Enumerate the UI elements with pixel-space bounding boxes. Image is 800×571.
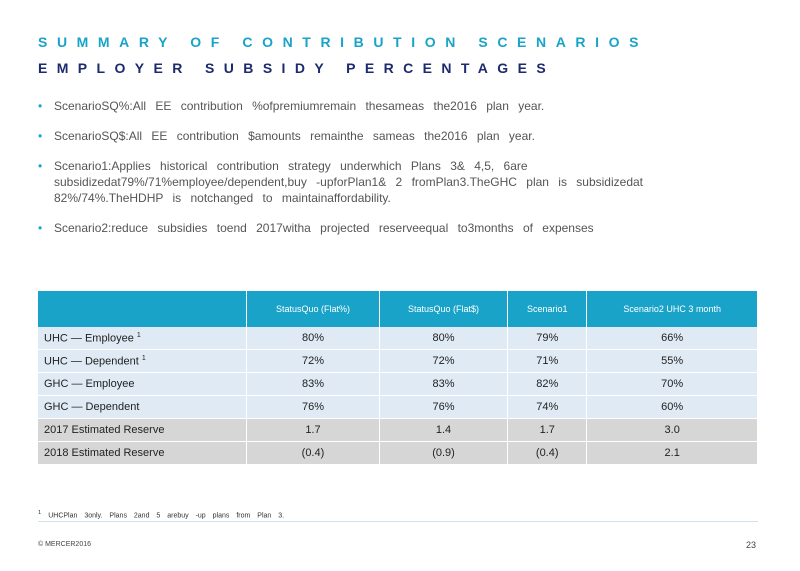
table-row — [38, 327, 758, 350]
page-number: 23 — [745, 540, 756, 550]
bullet-icon: • — [38, 99, 43, 113]
table-cell: 79% — [508, 327, 587, 350]
row-label: UHC — Dependent $^1$ — [38, 350, 247, 373]
table-row — [38, 373, 758, 396]
table-cell: 2.1 — [587, 442, 758, 465]
table-cell: 1.4 — [379, 419, 507, 442]
column-header: StatusQuo (Flat%) — [247, 291, 380, 327]
table-row — [38, 350, 758, 373]
column-header — [38, 291, 247, 327]
row-label: UHC — Employee $^1$ — [38, 327, 247, 350]
bullet-item: • Scenario2:reduce subsidies toend 2017witha projected reserveequal to3months of expenses — [38, 221, 594, 235]
table-cell: 1.7 — [508, 419, 587, 442]
table-cell: 83% — [247, 373, 380, 396]
column-header: StatusQuo (Flat$) — [379, 291, 507, 327]
table-cell: 74% — [508, 396, 587, 419]
table-cell: 80% — [247, 327, 380, 350]
row-label: GHC — Dependent — [38, 396, 247, 419]
column-header: Scenario2 UHC 3 month — [587, 291, 758, 327]
bullet-icon: • — [38, 159, 43, 173]
bullet-icon: • — [38, 129, 43, 143]
table-cell: 3.0 — [587, 419, 758, 442]
row-label: 2018 Estimated Reserve — [38, 442, 247, 465]
bullet-item: • ScenarioSQ$:All EE contribution $amounts remainthe sameas the2016 plan year. — [38, 129, 535, 143]
table-cell: 80% — [379, 327, 507, 350]
table-cell: 72% — [247, 350, 380, 373]
subsidy-table — [38, 291, 758, 465]
bullet-icon: • — [38, 221, 43, 235]
footer-divider — [38, 521, 758, 522]
bullet-item: • Scenario1:Applies historical contribution strategy underwhich Plans 3& 4,5, 6are subsidizedat79%/71%employee/dependent,buy -upforPlan1& 2 fromPlan3.TheGHC plan is subsidizedat 82%/74%.TheHDHP is notchanged to maintainaffordability. — [38, 159, 644, 205]
bullet-item: • ScenarioSQ%:All EE contribution %ofpremiumremain thesameas the2016 plan year. — [38, 99, 545, 113]
column-header: Scenario1 — [508, 291, 587, 327]
row-label: 2017 Estimated Reserve — [38, 419, 247, 442]
table-cell: 83% — [379, 373, 507, 396]
table-header-row — [38, 291, 758, 327]
table-cell: 72% — [379, 350, 507, 373]
bullet-list — [38, 98, 678, 250]
copyright: © MERCER2016 — [38, 541, 92, 548]
table-cell: 60% — [587, 396, 758, 419]
table-row — [38, 442, 758, 465]
footnote: $^1$ UHCPlan 3only. Plans 2and 5 arebuy -up plans from Plan 3. — [38, 510, 285, 520]
table-cell: 55% — [587, 350, 758, 373]
table-cell: (0.4) — [508, 442, 587, 465]
table-cell: 76% — [247, 396, 380, 419]
table-row — [38, 419, 758, 442]
table-cell: (0.9) — [379, 442, 507, 465]
table-cell: 1.7 — [247, 419, 380, 442]
table-cell: 70% — [587, 373, 758, 396]
page-subtitle: EMPLOYER SUBSIDY PERCENTAGES — [38, 60, 556, 76]
row-label: GHC — Employee — [38, 373, 247, 396]
table-cell: 66% — [587, 327, 758, 350]
table-cell: (0.4) — [247, 442, 380, 465]
table-cell: 76% — [379, 396, 507, 419]
table-cell: 82% — [508, 373, 587, 396]
table-cell: 71% — [508, 350, 587, 373]
page-title: SUMMARY OF CONTRIBUTION SCENARIOS — [38, 34, 649, 50]
table-row — [38, 396, 758, 419]
